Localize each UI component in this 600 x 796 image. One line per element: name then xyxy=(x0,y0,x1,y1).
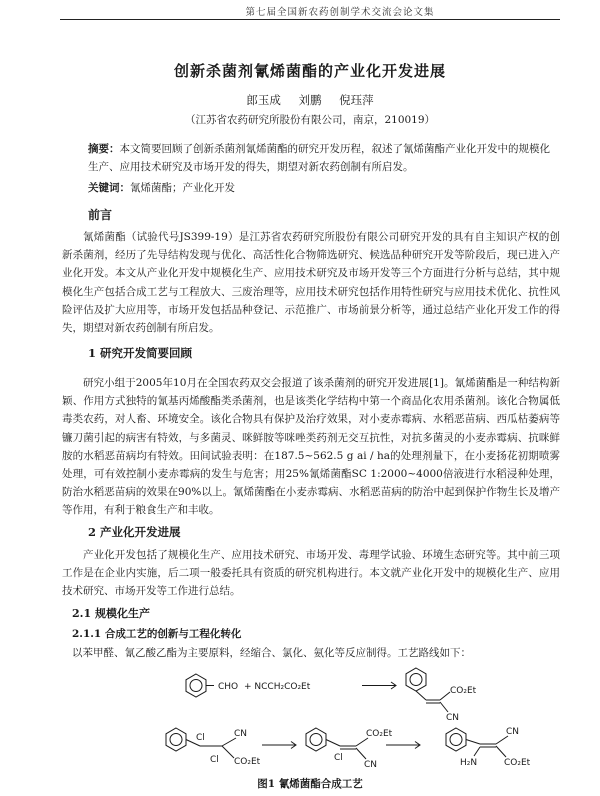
benzene-ring-aromatic xyxy=(310,734,322,746)
paper-authors: 郎玉成 刘鹏 倪珏萍 xyxy=(246,93,374,107)
group-label-co2et: CO₂Et xyxy=(450,686,477,696)
section-1-paragraph: 研究小组于2005年10月在全国农药双交会报道了该杀菌剂的研究开发进展[1]。氰烯菌酯是一种结构新颖、作用方式独特的氰基丙烯酸酯类杀菌剂，也是该类化学结构中第一个商品化农用杀菌剂。该化合物属低毒类农药，对人畜、环境安全。该化合物具有保护及治疗效果，对小麦赤霉病、水稻恶苗病、西瓜枯萎病等镰刀菌引起的病害有特效，与多菌灵、咪鲜胺等咪唑类药剂无交互抗性，对抗多菌灵的小麦赤霉病、抗咪鲜胺的水稻恶苗病均有特效。田间试验表明：在187.5~562.5 g ai / ha的处理剂量下，在小麦扬花初期喷雾处理，可有效控制小麦赤霉病的发生与危害；用25%氰烯菌酯SC 1:2000~4000倍液进行水稻浸种处理，防治水稻恶苗病的效果在90%以上。氰烯菌酯在小麦赤霉病、水稻恶苗病的防治中起到保护作物生长及增产等作用，有利于粮食生产和丰收。 xyxy=(62,377,560,517)
bond xyxy=(466,740,480,745)
group-label-co2et: CO₂Et xyxy=(504,758,531,768)
section-2-1-1-heading: 2.1.1 合成工艺的创新与工程化转化 xyxy=(72,628,242,640)
section-2-heading: 2 产业化开发进展 xyxy=(88,525,181,539)
synthesis-scheme-svg xyxy=(150,664,570,774)
bond xyxy=(440,692,450,700)
bond xyxy=(416,691,426,700)
route-intro: 以苯甲醛、氰乙酸乙酯为主要原料，经缩合、氯化、氨化等反应制得。工艺路线如下： xyxy=(72,647,471,659)
benzene-ring xyxy=(406,668,426,691)
benzene-ring xyxy=(186,674,206,697)
group-label-co2et: CO₂Et xyxy=(234,757,261,767)
section-1-heading: 1 研究开发简要回顾 xyxy=(88,346,193,360)
keywords-label: 关键词： xyxy=(88,182,130,194)
bond xyxy=(326,740,340,747)
bond xyxy=(474,747,480,756)
preface-paragraph: 氰烯菌酯（试验代号JS399-19）是江苏省农药研究所股份有限公司研究开发的具有自主知识产权的创新杀菌剂，经历了先导结构发现与优化、高活性化合物筛选研究、候选品种研究开发等阶段后，现已进入产业化开发。本文从产业化开发中规模化生产、应用技术研究及市场开发等三个方面进行分析与总结，其中规模化生产包括合成工艺与工程放大、三废治理等，应用技术研究包括作用特性研究与应用技术优化、抗性风险评估及扩大应用等，市场开发包括品种登记、示范推广、市场前景分析等，通过总结产业化开发工作的得失，期望对新农药创制有所启发。 xyxy=(62,231,560,335)
group-label-cn: CN xyxy=(234,729,248,739)
keywords-text: 氰烯菌酯；产业化开发 xyxy=(130,182,235,194)
benzene-ring xyxy=(306,728,326,751)
keywords xyxy=(88,180,558,195)
group-label-h2n: H₂N xyxy=(460,758,478,768)
abstract-label: 摘要： xyxy=(88,143,120,155)
benzene-ring-aromatic xyxy=(170,734,182,746)
header-rule xyxy=(60,19,560,20)
section-2-1-heading: 2.1 规模化生产 xyxy=(72,607,150,620)
abstract-text: 本文简要回顾了创新杀菌剂氰烯菌酯的研究开发历程，叙述了氰烯菌酯产业化开发中的规模化生产、应用技术研究及市场开发的得失，期望对新农药创制有所启发。 xyxy=(88,143,550,173)
reagent-cyanoacetate-label: + NCCH₂CO₂Et xyxy=(244,682,311,692)
abstract xyxy=(88,140,558,176)
preface-heading: 前言 xyxy=(88,208,113,222)
group-label-cn: CN xyxy=(506,727,520,737)
bond xyxy=(440,702,448,712)
group-label-cl: Cl xyxy=(334,753,343,763)
group-label-cl: Cl xyxy=(196,733,205,743)
group-label-cl: Cl xyxy=(210,755,219,765)
bond xyxy=(222,738,236,746)
bond xyxy=(496,746,506,757)
group-label-co2et: CO₂Et xyxy=(366,729,393,739)
synthesis-scheme xyxy=(150,664,570,774)
bond xyxy=(222,746,234,758)
reagent-cho-label: CHO xyxy=(218,682,239,692)
figure-caption: 图1 氰烯菌酯合成工艺 xyxy=(257,778,363,790)
benzene-ring-aromatic xyxy=(410,674,422,686)
group-label-cn: CN xyxy=(364,760,378,770)
paper-title: 创新杀菌剂氰烯菌酯的产业化开发进展 xyxy=(173,62,446,80)
bond xyxy=(356,748,366,759)
bond xyxy=(496,736,508,744)
bond xyxy=(356,738,368,746)
benzene-ring-aromatic xyxy=(190,680,202,692)
running-header: 第七届全国新农药创制学术交流会论文集 xyxy=(245,7,435,18)
benzene-ring-aromatic xyxy=(450,734,462,746)
benzene-ring xyxy=(166,728,186,751)
benzene-ring xyxy=(446,728,466,751)
section-2-paragraph: 产业化开发包括了规模化生产、应用技术研究、市场开发、毒理学试验、环境生态研究等。其中前三项工作是在企业内实施，后二项一般委托具有资质的研究机构进行。本文就产业化开发中的规模化生产、应用技术研究、市场开发等工作进行总结。 xyxy=(62,549,560,598)
group-label-cn: CN xyxy=(446,713,460,723)
paper-affiliation: （江苏省农药研究所股份有限公司，南京，210019） xyxy=(184,114,436,126)
